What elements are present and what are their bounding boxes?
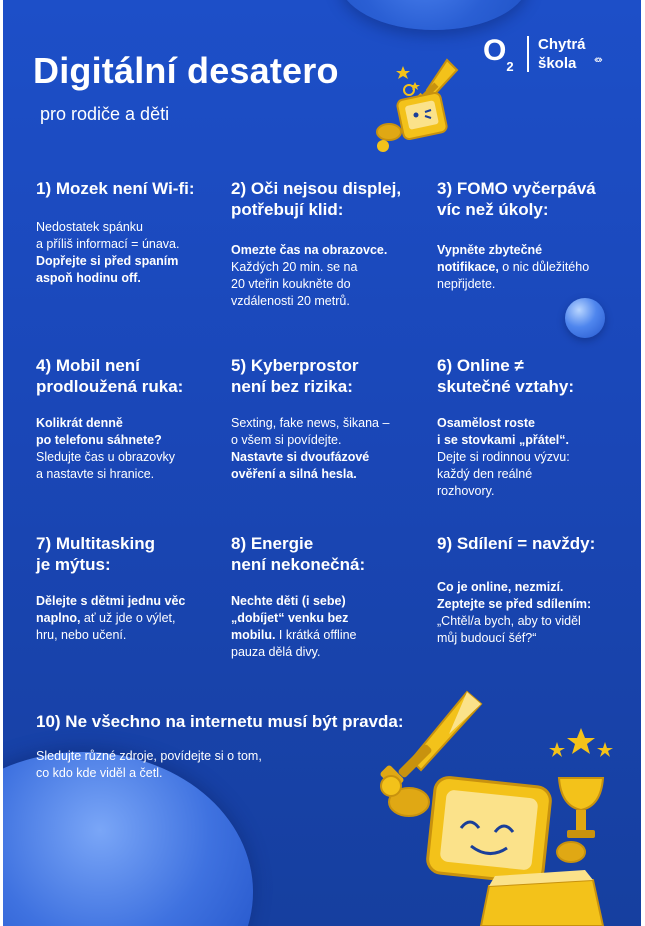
rule-3-title-line-2: víc než úkoly: [437,200,549,219]
rule-5-title-line-2: není bez rizika: [231,377,353,396]
rule-2 [231,178,431,310]
rule-7-title [36,533,221,575]
rule-7-title-line-2: je mýtus: [36,555,111,574]
rule-4-title [36,355,221,397]
rule-10-title: 10) Ne všechno na internetu musí být pravda: [36,712,404,731]
rule-7-title-line-1: 7) Multitasking [36,534,156,553]
rule-8-title-line-1: 8) Energie [231,534,314,553]
rule-3-line-1: Vypněte zbytečné [437,243,543,257]
logo-swoosh-icon: ‹‹›› [594,54,601,66]
rule-4-line-1: Kolikrát denně [36,416,123,430]
mascot-robot-large-icon [371,690,621,926]
rule-5 [231,355,431,483]
robot-head [396,92,447,140]
rule-8-title-line-2: není nekonečná: [231,555,366,574]
rule-3 [437,178,627,293]
rule-2-title-line-1: 2) Oči nejsou displej, [231,179,402,198]
rule-8-line-4: pauza dělá divy. [231,645,321,659]
rule-1 [36,178,221,287]
bubble-small [565,298,605,338]
mascot-robot-small-icon [365,52,485,162]
rule-4-title-line-1: 4) Mobil není [36,356,140,375]
rule-1-line-1: Nedostatek spánku [36,220,144,234]
rule-6-line-3: Dejte si rodinnou výzvu: [437,450,570,464]
rule-3-line-2-bold: notifikace, [437,260,499,274]
rule-4-line-3: Sledujte čas u obrazovky [36,450,175,464]
logo-brand-sub: 2 [506,59,514,74]
rule-3-text [437,242,627,293]
rule-6-line-4: každý den reálné [437,467,533,481]
rule-4 [36,355,221,483]
rule-4-line-2: po telefonu sáhnete? [36,433,162,447]
robot-arm [377,124,401,152]
rule-4-title-line-2: prodloužená ruka: [36,377,184,396]
logo-line-1: Chytrá [538,36,586,53]
bubble-top [339,0,529,30]
logo-line-2: škola [538,55,577,72]
large-robot-head [426,776,551,884]
trophy-icon [557,778,603,862]
rule-2-line-1: Omezte čas na obrazovce. [231,243,388,257]
rule-9-line-1: Co je online, nezmizí. [437,580,564,594]
rule-2-line-2: Každých 20 min. se na [231,260,358,274]
rule-5-line-1: Sexting, fake news, šikana – [231,416,390,430]
rule-9 [437,533,632,647]
rule-1-line-4: aspoň hodinu off. [36,271,141,285]
rule-8-line-3: I krátká offline [275,628,357,642]
o2-logo [483,34,514,74]
rule-1-text [36,219,221,287]
rule-2-title [231,178,431,220]
rule-6 [437,355,627,500]
rule-8-text [231,593,431,661]
rule-3-title [437,178,627,220]
rule-7-line-1: Dělejte s dětmi jednu věc [36,594,186,608]
logo-text [538,35,586,73]
rule-2-text [231,242,431,310]
rule-8-line-1: Nechte děti (i sebe) [231,594,346,608]
rule-8-line-3-bold: mobilu. [231,628,276,642]
large-robot-arm-left [381,776,429,816]
rule-7-line-2: ať už jde o výlet, [80,611,176,625]
rule-7-line-2-bold: naplno, [36,611,81,625]
large-stars-icon [549,728,613,757]
rule-9-title: 9) Sdílení = navždy: [437,534,596,553]
o2-chytra-skola-logo [483,30,623,80]
rule-7 [36,533,221,644]
rule-6-line-5: rozhovory. [437,484,495,498]
rule-10-line-1: Sledujte různé zdroje, povídejte si o tom, [36,749,262,763]
rule-6-line-1: Osamělost roste [437,416,535,430]
rule-5-line-2: o všem si povídejte. [231,433,342,447]
rule-6-title [437,355,627,397]
rule-6-text [437,415,627,500]
rule-3-title-line-1: 3) FOMO vyčerpává [437,179,596,198]
rule-3-line-3: nepřijdete. [437,277,496,291]
rule-9-text [437,579,632,647]
rule-5-text [231,415,431,483]
logo-divider [527,36,529,72]
rule-5-title [231,355,431,397]
rule-8 [231,533,431,661]
page-subtitle: pro rodiče a děti [40,104,170,124]
rule-3-line-2: o nic důležitého [498,260,590,274]
page-title: Digitální desatero [33,50,339,91]
rule-1-line-3: Dopřejte si před spaním [36,254,179,268]
rule-4-text [36,415,221,483]
rule-2-title-line-2: potřebují klid: [231,200,344,219]
rule-6-title-line-1: 6) Online ≠ [437,356,524,375]
rule-1-title: 1) Mozek není Wi-fi: [36,179,195,198]
logo-brand: O [483,34,507,67]
rule-7-text [36,593,221,644]
rule-7-line-3: hru, nebo učení. [36,628,127,642]
rule-4-line-4: a nastavte si hranice. [36,467,155,481]
pedestal [481,870,603,926]
rule-9-line-4: můj budoucí šéf?“ [437,631,537,645]
rule-10-line-2: co kdo kde viděl a četl. [36,766,163,780]
rule-6-line-2: i se stovkami „přátel“. [437,433,570,447]
rule-6-title-line-2: skutečné vztahy: [437,377,574,396]
rule-5-title-line-1: 5) Kyberprostor [231,356,359,375]
rule-8-title [231,533,431,575]
rule-5-line-4: ověření a silná hesla. [231,467,357,481]
rule-2-line-3: 20 vteřin koukněte do [231,277,351,291]
rule-2-line-4: vzdálenosti 20 metrů. [231,294,350,308]
stars-icon [396,66,420,95]
rule-9-line-2: Zeptejte se před sdílením: [437,597,592,611]
poster [3,0,641,926]
rule-1-line-2: a příliš informací = únava. [36,237,180,251]
large-sword-icon [379,692,481,790]
rule-5-line-3: Nastavte si dvoufázové [231,450,370,464]
rule-9-line-3: „Chtěl/a bych, aby to viděl [437,614,581,628]
rule-8-line-2: „dobíjet“ venku bez [231,611,349,625]
